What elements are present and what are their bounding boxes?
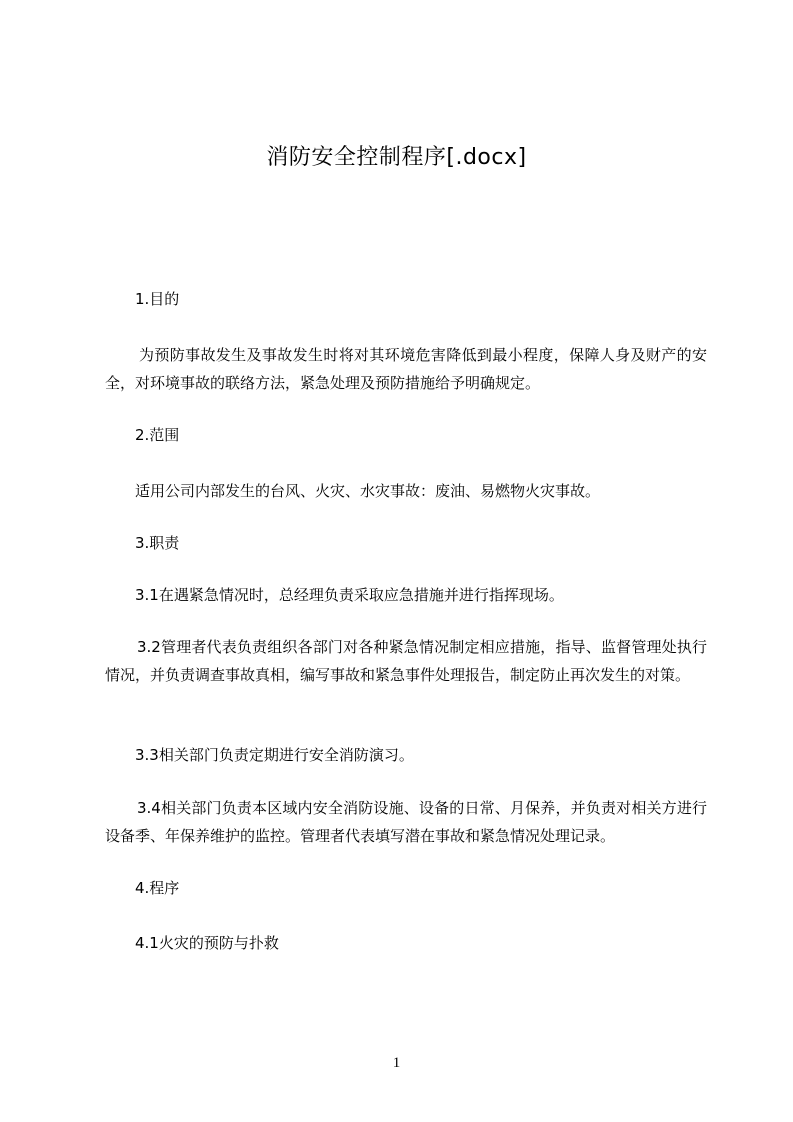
paragraph-3-3: 3.3相关部门负责定期进行安全消防演习。 [135, 746, 414, 764]
heading-4-1: 4.1火灾的预防与扑救 [135, 934, 279, 952]
heading-procedure: 4.程序 [135, 879, 180, 897]
heading-purpose: 1.目的 [135, 290, 180, 308]
paragraph-scope: 适用公司内部发生的台风、火灾、水灾事故：废油、易燃物火灾事故。 [135, 482, 601, 500]
heading-responsibilities: 3.职责 [135, 534, 180, 552]
paragraph-3-1: 3.1在遇紧急情况时，总经理负责采取应急措施并进行指挥现场。 [135, 586, 564, 604]
heading-scope: 2.范围 [135, 426, 180, 444]
paragraph-3-2: 3.2管理者代表负责组织各部门对各种紧急情况制定相应措施，指导、监督管理处执行情况，并负责调查事故真相，编写事故和紧急事件处理报告，制定防止再次发生的对策。 [105, 638, 707, 684]
paragraph-purpose: 为预防事故发生及事故发生时将对其环境危害降低到最小程度，保障人身及财产的安全，对环境事故的联络方法，紧急处理及预防措施给予明确规定。 [105, 346, 707, 392]
document-title: 消防安全控制程序[.docx] [266, 145, 527, 170]
paragraph-3-4: 3.4相关部门负责本区域内安全消防设施、设备的日常、月保养，并负责对相关方进行设备季、年保养维护的监控。管理者代表填写潜在事故和紧急情况处理记录。 [105, 799, 707, 845]
page-number: 1 [392, 1055, 401, 1071]
